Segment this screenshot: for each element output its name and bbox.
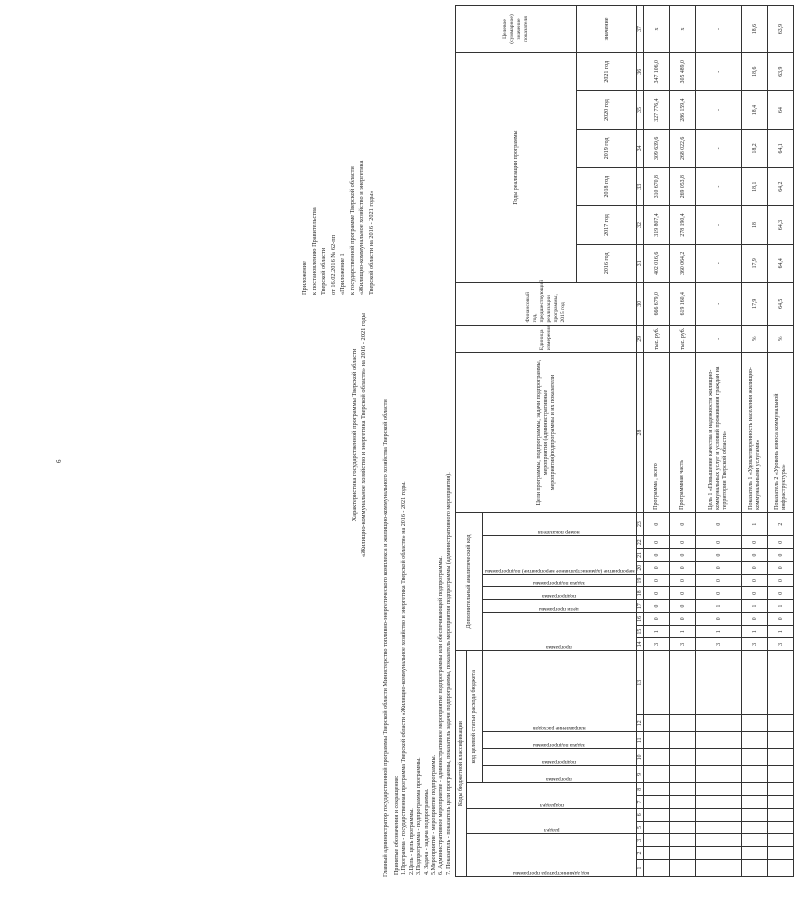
unit-cell: - bbox=[696, 325, 742, 353]
year-value-cell: 18,4 bbox=[742, 91, 768, 129]
budget-code-cell bbox=[644, 847, 670, 860]
year-value-cell: 64,3 bbox=[768, 206, 794, 244]
year-value-cell: 286 159,4 bbox=[670, 91, 696, 129]
fin-year-cell: 64,5 bbox=[768, 282, 794, 325]
column-number: 9 bbox=[637, 766, 644, 783]
year-value-cell: 309 639,6 bbox=[644, 129, 670, 167]
header-direction bbox=[482, 651, 637, 732]
budget-code-cell bbox=[670, 651, 696, 715]
budget-code-cell bbox=[696, 749, 742, 766]
column-number: 18 bbox=[637, 587, 644, 600]
column-number: 30 bbox=[637, 282, 644, 325]
fin-year-cell: 619 160,4 bbox=[670, 282, 696, 325]
budget-code-cell bbox=[696, 766, 742, 783]
analytic-code-cell: 0 bbox=[742, 549, 768, 562]
header-subsection-text: подраздел bbox=[539, 801, 564, 808]
year-value-cell: 64 bbox=[768, 91, 794, 129]
analytic-code-cell: 1 bbox=[768, 600, 794, 613]
header-subprogram bbox=[482, 749, 637, 766]
legend-line: 2.Цель - цель программы. bbox=[408, 808, 415, 875]
table-row bbox=[742, 6, 768, 877]
budget-code-cell bbox=[742, 651, 768, 715]
characteristics-table-wrap bbox=[455, 5, 794, 877]
budget-code-cell bbox=[768, 834, 794, 847]
legend-line: 3.Подпрограмма - подпрограмма программы. bbox=[416, 757, 423, 875]
final-value-cell: 18,6 bbox=[742, 6, 768, 53]
column-numbers-row bbox=[637, 6, 644, 877]
appendix-line: Приложение bbox=[301, 261, 308, 295]
header-year-2020: 2020 год bbox=[577, 91, 637, 129]
document-title bbox=[350, 165, 368, 705]
budget-code-cell bbox=[644, 834, 670, 847]
analytic-code-cell: 0 bbox=[644, 549, 670, 562]
budget-code-cell bbox=[670, 834, 696, 847]
year-value-cell: 268 022,6 bbox=[670, 129, 696, 167]
title-line: Характеристика государственной программы Тверской области bbox=[351, 348, 358, 522]
table-row bbox=[644, 6, 670, 877]
header-section-text: раздел bbox=[543, 827, 560, 834]
legend-line: 6. Административное мероприятие - административное мероприятие подпрограммы или обеспечивающей подпрограммы. bbox=[438, 556, 445, 875]
analytic-code-cell: 0 bbox=[768, 536, 794, 549]
unit-cell: тыс. руб. bbox=[644, 325, 670, 353]
budget-code-cell bbox=[742, 821, 768, 834]
year-value-cell: 319 807,4 bbox=[644, 206, 670, 244]
budget-code-cell bbox=[768, 749, 794, 766]
header-fin-year bbox=[456, 279, 637, 325]
column-number: 20 bbox=[637, 561, 644, 574]
header-a-goal bbox=[482, 600, 637, 613]
fin-year-cell: - bbox=[696, 282, 742, 325]
header-budget-codes: Коды бюджетной классификации bbox=[456, 651, 467, 877]
analytic-code-cell: 1 bbox=[696, 600, 742, 613]
column-number: 13 bbox=[637, 651, 644, 715]
final-value-cell: х bbox=[644, 6, 670, 53]
analytic-code-cell: 3 bbox=[670, 638, 696, 651]
analytic-code-cell: 0 bbox=[696, 512, 742, 535]
budget-code-cell bbox=[742, 766, 768, 783]
budget-code-cell bbox=[670, 796, 696, 809]
column-number: 32 bbox=[637, 206, 644, 244]
header-year-2016: 2016 год bbox=[577, 244, 637, 282]
characteristics-table bbox=[455, 5, 794, 877]
year-value-cell: - bbox=[696, 53, 742, 91]
budget-code-cell bbox=[742, 796, 768, 809]
column-number: 29 bbox=[637, 325, 644, 353]
column-number: 11 bbox=[637, 732, 644, 749]
appendix-line: к постановлению Правительства bbox=[310, 207, 318, 295]
analytic-code-cell: 0 bbox=[742, 587, 768, 600]
final-value-cell: 63,9 bbox=[768, 6, 794, 53]
header-task-text: задача подпрограммы bbox=[533, 742, 586, 749]
header-year-2019: 2019 год bbox=[577, 129, 637, 167]
header-unit bbox=[456, 325, 637, 353]
budget-code-cell bbox=[670, 821, 696, 834]
header-a-indicator bbox=[482, 512, 637, 535]
page-number: 6 bbox=[55, 459, 63, 463]
analytic-code-cell: 0 bbox=[670, 600, 696, 613]
header-name: Цели программы, подпрограммы, задачи подпрограммы, мероприятия (административные мероприятия)подпрограммы и их показатели bbox=[456, 353, 637, 513]
header-a-subprogram-text: подпрограмма bbox=[542, 593, 577, 600]
unit-cell: тыс. руб. bbox=[670, 325, 696, 353]
column-number: 8 bbox=[637, 783, 644, 796]
budget-code-cell bbox=[768, 859, 794, 876]
column-number: 34 bbox=[637, 129, 644, 167]
analytic-code-cell: 0 bbox=[696, 587, 742, 600]
analytic-code-cell: 1 bbox=[742, 625, 768, 638]
budget-code-cell bbox=[696, 783, 742, 796]
analytic-code-cell: 3 bbox=[644, 638, 670, 651]
title-line: «Жилищно-коммунальное хозяйство и энергетика Тверской области» на 2016 - 2021 годы bbox=[360, 313, 367, 557]
column-number: 37 bbox=[637, 6, 644, 53]
budget-code-cell bbox=[768, 796, 794, 809]
header-subsection bbox=[467, 783, 637, 809]
analytic-code-cell: 0 bbox=[768, 574, 794, 587]
analytic-code-cell: 0 bbox=[644, 561, 670, 574]
analytic-code-cell: 0 bbox=[670, 549, 696, 562]
budget-code-cell bbox=[768, 732, 794, 749]
column-number: 28 bbox=[637, 353, 644, 513]
analytic-code-cell: 2 bbox=[768, 512, 794, 535]
header-program bbox=[482, 766, 637, 783]
header-task bbox=[482, 732, 637, 749]
year-value-cell: - bbox=[696, 91, 742, 129]
header-program-text: программа bbox=[546, 776, 573, 783]
analytic-code-cell: 0 bbox=[696, 612, 742, 625]
analytic-code-cell: 0 bbox=[742, 574, 768, 587]
year-value-cell: 18,2 bbox=[742, 129, 768, 167]
budget-code-cell bbox=[696, 808, 742, 821]
budget-code-cell bbox=[696, 847, 742, 860]
analytic-code-cell: 0 bbox=[768, 612, 794, 625]
unit-cell: % bbox=[768, 325, 794, 353]
analytic-code-cell: 0 bbox=[670, 512, 696, 535]
appendix-line: «Жилищно-коммунальное хозяйство и энергетика bbox=[358, 160, 365, 295]
budget-code-cell bbox=[644, 796, 670, 809]
analytic-code-cell: 1 bbox=[768, 625, 794, 638]
row-name-cell: Показатель 1 «Удовлетворенность населения жилищно-коммунальными услугами» bbox=[742, 353, 768, 513]
column-number: 6 bbox=[637, 808, 644, 821]
header-admin-code-text: код администратора программы bbox=[513, 870, 590, 876]
column-number: 22 bbox=[637, 536, 644, 549]
budget-code-cell bbox=[644, 821, 670, 834]
analytic-code-cell: 0 bbox=[742, 612, 768, 625]
final-value-cell: - bbox=[696, 6, 742, 53]
analytic-code-cell: 1 bbox=[742, 512, 768, 535]
column-number: 16 bbox=[637, 612, 644, 625]
analytic-code-cell: 0 bbox=[696, 574, 742, 587]
budget-code-cell bbox=[670, 766, 696, 783]
year-value-cell: 310 670,8 bbox=[644, 168, 670, 206]
header-final-text: Целевое (суммарное) значение показателя bbox=[502, 14, 530, 44]
analytic-code-cell: 0 bbox=[670, 574, 696, 587]
budget-code-cell bbox=[670, 859, 696, 876]
budget-code-cell bbox=[742, 834, 768, 847]
analytic-code-cell: 0 bbox=[644, 587, 670, 600]
year-value-cell: 64,1 bbox=[768, 129, 794, 167]
header-a-task bbox=[482, 574, 637, 587]
analytic-code-cell: 0 bbox=[670, 536, 696, 549]
header-a-goal-text: цели программы bbox=[539, 605, 580, 612]
header-a-subprogram bbox=[482, 587, 637, 600]
year-value-cell: 18,6 bbox=[742, 53, 768, 91]
unit-cell: % bbox=[742, 325, 768, 353]
final-value-cell: х bbox=[670, 6, 696, 53]
budget-code-cell bbox=[768, 808, 794, 821]
budget-code-cell bbox=[742, 847, 768, 860]
analytic-code-cell: 1 bbox=[670, 625, 696, 638]
year-value-cell: 327 776,4 bbox=[644, 91, 670, 129]
header-year-2021: 2021 год bbox=[577, 53, 637, 91]
analytic-code-cell: 0 bbox=[644, 512, 670, 535]
budget-code-cell bbox=[644, 859, 670, 876]
header-section bbox=[467, 808, 637, 834]
column-number: 14 bbox=[637, 638, 644, 651]
year-value-cell: 269 053,8 bbox=[670, 168, 696, 206]
analytic-code-cell: 0 bbox=[696, 549, 742, 562]
legend-block bbox=[394, 472, 453, 875]
year-value-cell: - bbox=[696, 206, 742, 244]
analytic-code-cell: 0 bbox=[670, 587, 696, 600]
appendix-line: от 16.02.2016 № 62-пп bbox=[329, 234, 337, 295]
appendix-line: Тверской области на 2016 - 2021 годы» bbox=[367, 190, 375, 295]
budget-code-cell bbox=[696, 732, 742, 749]
budget-code-cell bbox=[768, 766, 794, 783]
header-a-indicator-text: номер показателя bbox=[538, 529, 581, 536]
appendix-line: Тверской области bbox=[320, 247, 327, 295]
column-number: 36 bbox=[637, 53, 644, 91]
budget-code-cell bbox=[644, 715, 670, 732]
budget-code-cell bbox=[644, 732, 670, 749]
column-number: 1 bbox=[637, 859, 644, 876]
analytic-code-cell: 3 bbox=[742, 638, 768, 651]
analytic-code-cell: 3 bbox=[696, 638, 742, 651]
column-number: 2 bbox=[637, 847, 644, 860]
column-number: 12 bbox=[637, 715, 644, 732]
analytic-code-cell: 0 bbox=[768, 561, 794, 574]
year-value-cell: 347 106,0 bbox=[644, 53, 670, 91]
administrator-line: Главный администратор государственной программы Тверской области Министерство топливно-энергетического комплекса и жилищно-коммунального хозяйства Тверской области bbox=[382, 399, 389, 877]
budget-code-cell bbox=[670, 847, 696, 860]
budget-code-cell bbox=[696, 859, 742, 876]
header-a-event-text: мероприятие (административное мероприятие) подпрограммы bbox=[484, 567, 635, 574]
column-number: 7 bbox=[637, 796, 644, 809]
year-value-cell: - bbox=[696, 129, 742, 167]
budget-code-cell bbox=[768, 783, 794, 796]
budget-code-cell bbox=[768, 847, 794, 860]
row-name-cell: Программная часть bbox=[670, 353, 696, 513]
budget-code-cell bbox=[670, 732, 696, 749]
column-number: 19 bbox=[637, 574, 644, 587]
header-target-article: код целевой статьи расхода бюджета bbox=[467, 651, 483, 783]
budget-code-cell bbox=[696, 821, 742, 834]
legend-line: 7. Показатель - показатель цели программы, показатель задачи подпрограммы, показатель мероприятия подпрограммы (административного мероприятия). bbox=[445, 472, 452, 875]
legend-line: 5.Мероприятие - мероприятие подпрограммы. bbox=[431, 754, 438, 875]
fin-year-cell: 666 679,0 bbox=[644, 282, 670, 325]
analytic-code-cell: 3 bbox=[768, 638, 794, 651]
table-row bbox=[768, 6, 794, 877]
column-number: 33 bbox=[637, 168, 644, 206]
budget-code-cell bbox=[644, 749, 670, 766]
year-value-cell: - bbox=[696, 168, 742, 206]
header-year-2018: 2018 год bbox=[577, 168, 637, 206]
header-subprogram-text: подпрограмма bbox=[542, 759, 577, 766]
header-a-program-text: программа bbox=[546, 644, 573, 651]
column-number: 10 bbox=[637, 749, 644, 766]
column-number: 3 bbox=[637, 834, 644, 847]
appendix-line: «Приложение 1 bbox=[339, 253, 346, 295]
analytic-code-cell: 1 bbox=[742, 600, 768, 613]
analytic-code-cell: 0 bbox=[670, 612, 696, 625]
budget-code-cell bbox=[696, 796, 742, 809]
analytic-code-cell: 1 bbox=[696, 625, 742, 638]
year-value-cell: 305 489,0 bbox=[670, 53, 696, 91]
column-number: 15 bbox=[637, 625, 644, 638]
budget-code-cell bbox=[670, 783, 696, 796]
year-value-cell: - bbox=[696, 244, 742, 282]
legend-line: Принятые обозначения и сокращения: bbox=[394, 775, 400, 875]
analytic-code-cell: 0 bbox=[644, 612, 670, 625]
header-fin-year-text: Финансовый год, предшествующий реализации программы, 2015 год bbox=[525, 279, 567, 323]
budget-code-cell bbox=[742, 783, 768, 796]
header-unit-text: Единица измерения bbox=[539, 325, 553, 351]
header-a-program bbox=[482, 612, 637, 650]
budget-code-cell bbox=[644, 783, 670, 796]
year-value-cell: 278 190,4 bbox=[670, 206, 696, 244]
budget-code-cell bbox=[644, 651, 670, 715]
year-value-cell: 63,9 bbox=[768, 53, 794, 91]
legend-line: 4. Задача - задача подпрограммы. bbox=[423, 788, 430, 875]
budget-code-cell bbox=[696, 834, 742, 847]
legend-line: 1.Программа - государственная программа Тверской области «Жилищно-коммунальное хозяйство и энергетика Тверской области» на 2016 - 2021 годы. bbox=[401, 481, 408, 875]
budget-code-cell bbox=[742, 715, 768, 732]
year-value-cell: 360 064,2 bbox=[670, 244, 696, 282]
row-name-cell: Цель 1 «Повышение качества и надежности жилищно-коммунальных услуг и условий проживания граждан на территории Тверской области» bbox=[696, 353, 742, 513]
budget-code-cell bbox=[696, 715, 742, 732]
header-year-2017: 2017 год bbox=[577, 206, 637, 244]
header-final bbox=[456, 6, 577, 53]
header-a-task-text: задача подпрограммы bbox=[533, 580, 586, 587]
analytic-code-cell: 0 bbox=[644, 600, 670, 613]
budget-code-cell bbox=[670, 715, 696, 732]
year-value-cell: 64,2 bbox=[768, 168, 794, 206]
analytic-code-cell: 0 bbox=[696, 561, 742, 574]
year-value-cell: 18,1 bbox=[742, 168, 768, 206]
year-value-cell: 64,4 bbox=[768, 244, 794, 282]
header-a-event bbox=[482, 536, 637, 574]
header-analytic-code: Дополнительный аналитический код bbox=[456, 512, 483, 650]
row-name-cell: Показатель 2 «Уровень износа коммунальной инфраструктуры» bbox=[768, 353, 794, 513]
column-number: 17 bbox=[637, 600, 644, 613]
year-value-cell: 402 016,6 bbox=[644, 244, 670, 282]
analytic-code-cell: 1 bbox=[644, 625, 670, 638]
table-body bbox=[644, 6, 794, 877]
budget-code-cell bbox=[742, 749, 768, 766]
header-value: значение bbox=[577, 6, 637, 53]
analytic-code-cell: 0 bbox=[742, 561, 768, 574]
column-number: 21 bbox=[637, 549, 644, 562]
header-admin-code bbox=[467, 834, 637, 877]
analytic-code-cell: 0 bbox=[768, 587, 794, 600]
column-number: 35 bbox=[637, 91, 644, 129]
year-value-cell: 18 bbox=[742, 206, 768, 244]
budget-code-cell bbox=[696, 651, 742, 715]
budget-code-cell bbox=[768, 651, 794, 715]
budget-code-cell bbox=[670, 749, 696, 766]
column-number: 23 bbox=[637, 512, 644, 535]
fin-year-cell: 17,9 bbox=[742, 282, 768, 325]
table-row bbox=[696, 6, 742, 877]
budget-code-cell bbox=[644, 766, 670, 783]
header-direction-text: направление расходов bbox=[533, 725, 586, 732]
year-value-cell: 17,9 bbox=[742, 244, 768, 282]
budget-code-cell bbox=[670, 808, 696, 821]
header-years: Годы реализации программы bbox=[456, 53, 577, 283]
column-number: 31 bbox=[637, 244, 644, 282]
budget-code-cell bbox=[644, 808, 670, 821]
analytic-code-cell: 0 bbox=[696, 536, 742, 549]
analytic-code-cell: 0 bbox=[670, 561, 696, 574]
budget-code-cell bbox=[742, 859, 768, 876]
analytic-code-cell: 0 bbox=[768, 549, 794, 562]
budget-code-cell bbox=[742, 732, 768, 749]
table-row bbox=[670, 6, 696, 877]
row-name-cell: Программа , всего bbox=[644, 353, 670, 513]
appendix-line: к государственной программе Тверской области bbox=[348, 166, 356, 295]
column-number: 5 bbox=[637, 821, 644, 834]
analytic-code-cell: 0 bbox=[644, 536, 670, 549]
analytic-code-cell: 0 bbox=[644, 574, 670, 587]
analytic-code-cell: 0 bbox=[742, 536, 768, 549]
budget-code-cell bbox=[768, 821, 794, 834]
budget-code-cell bbox=[768, 715, 794, 732]
budget-code-cell bbox=[742, 808, 768, 821]
